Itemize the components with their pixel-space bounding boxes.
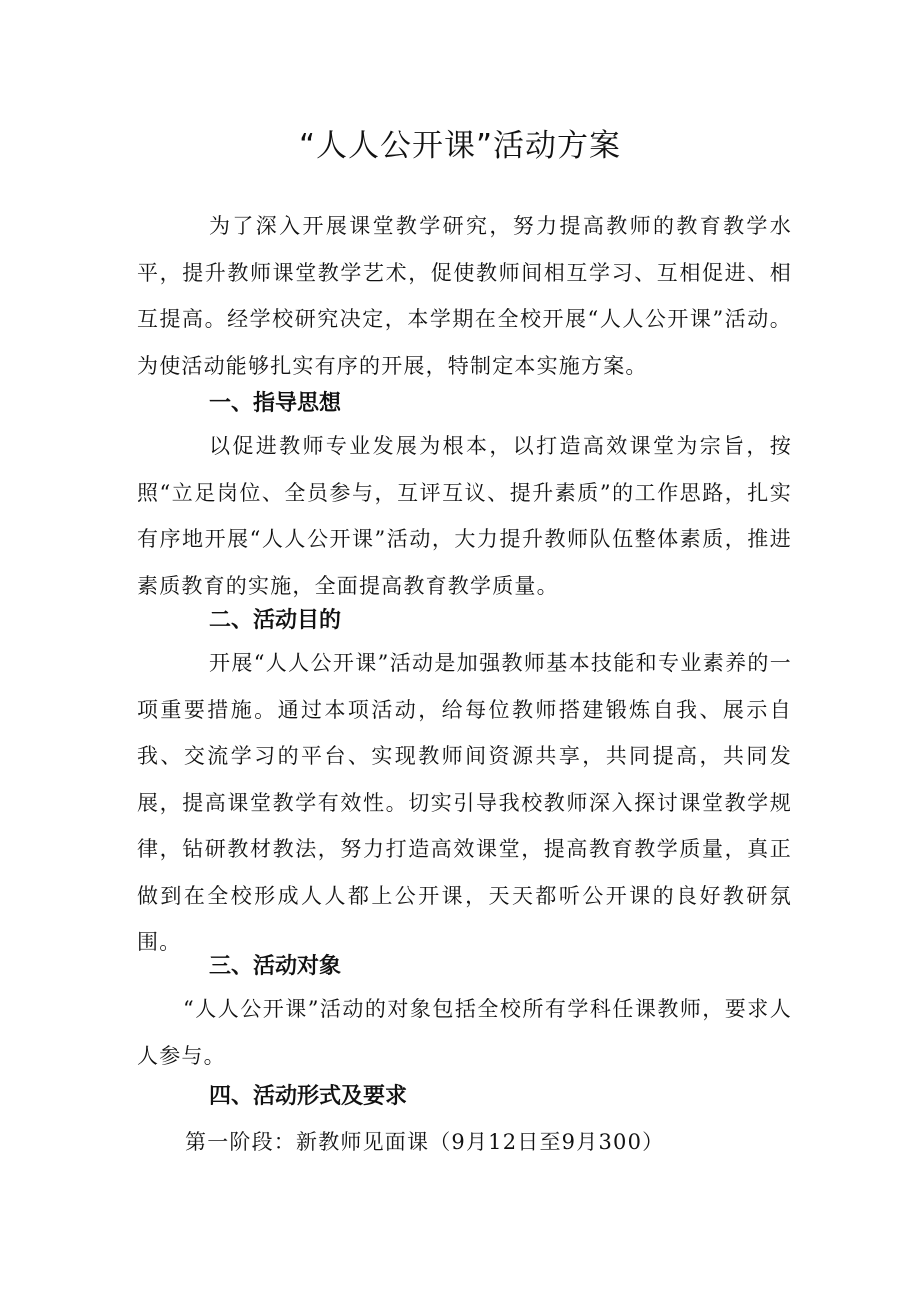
section-body-activity-purpose: 开展“人人公开课”活动是加强教师基本技能和专业素养的一项重要措施。通过本项活动，给每位教师搭建锻炼自我、展示自我、交流学习的平台、实现教师间资源共享，共同提高，共同发展，提高课堂教学有效性。切实引导我校教师深入探讨课堂教学规律，钻研教材教法，努力打造高效课堂，提高教育教学质量，真正做到在全校形成人人都上公开课，天天都听公开课的良好教研氛围。 bbox=[137, 651, 792, 954]
section-body-guiding-ideology: 以促进教师专业发展为根本，以打造高效课堂为宗旨，按照“立足岗位、全员参与，互评互议、提升素质”的工作思路，扎实有序地开展“人人公开课”活动，大力提升教师队伍整体素质，推进素质教育的实施，全面提高教育教学质量。 bbox=[137, 434, 792, 598]
section-body-activity-target: “人人公开课”活动的对象包括全校所有学科任课教师，要求人人参与。 bbox=[137, 997, 792, 1068]
phase-one-line: 第一阶段：新教师见面课（9月12日至9月300） bbox=[185, 1130, 665, 1154]
section-heading-guiding-ideology: 一、指导思想 bbox=[209, 391, 342, 416]
document-title: “人人公开课”活动方案 bbox=[298, 128, 622, 164]
intro-paragraph: 为了深入开展课堂教学研究，努力提高教师的教育教学水平，提升教师课堂教学艺术，促使教师间相互学习、互相促进、相互提高。经学校研究决定，本学期在全校开展“人人公开课”活动。为使活动能够扎实有序的开展，特制定本实施方案。 bbox=[137, 214, 792, 378]
section-heading-activity-target: 三、活动对象 bbox=[209, 954, 342, 979]
section-heading-activity-purpose: 二、活动目的 bbox=[209, 608, 342, 633]
section-heading-activity-form: 四、活动形式及要求 bbox=[209, 1084, 408, 1109]
